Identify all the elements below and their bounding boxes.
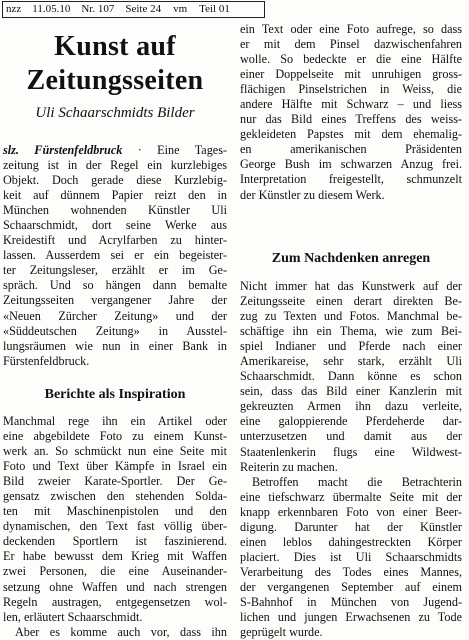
continued-line: der Künstler zu diesem Werk.: [240, 187, 385, 202]
lead-line: Zeitungsseiten vergangener Jahre der: [3, 293, 227, 308]
lead-line: lassen. Ausserdem sei er ein begeister-: [3, 248, 227, 263]
continued-line: einer Doppelseite mit unruhigen gross-: [240, 67, 462, 82]
section-line: gekreuzten Armen ihn dazu verleite,: [240, 399, 462, 414]
subheading-nachdenken: Zum Nachdenken anregen: [271, 251, 431, 266]
section-line: Amerikareise, sehr stark, erzählt Uli: [240, 354, 462, 369]
page-number: Seite 24: [125, 3, 162, 15]
section-line: Nicht immer hat das Kunstwerk auf der: [240, 279, 462, 293]
section-line: eine tiefschwarz übermalte Seite mit der: [240, 489, 462, 504]
section-inspiration-text: [3, 414, 227, 640]
section-line: Zeitungsseite einen derart direkten Be-: [240, 294, 462, 309]
section-line: Regeln austragen, entgegensetzen wol-: [3, 594, 227, 609]
section-line: ten mit Maschinenpistolen und den: [3, 504, 227, 519]
continued-line: nur das Bild eines Treffens des weiss-: [240, 112, 462, 127]
section-line: eine galoppierende Pferdeherde dar-: [240, 414, 462, 429]
section-line: zwei Personen, die eine Auseinander-: [3, 564, 227, 579]
subheading-inspiration: Berichte als Inspiration: [44, 387, 186, 402]
section-line: der vergangenen September auf einem: [240, 579, 462, 594]
section-line: unterzusetzen und damit aus der: [240, 429, 462, 444]
lead-line: spräch. Und so hängen dann bemalte: [3, 278, 227, 293]
article-byline: Uli Schaarschmidts Bilder: [35, 105, 195, 121]
continued-line: flächigen Pinselstrichen in Weiss, die: [240, 82, 462, 97]
lead-line: München wohnenden Künstler Uli: [3, 203, 227, 218]
continued-line: gekleideten Papstes mit dem ehemalig-: [240, 127, 462, 142]
continued-line: ein Text oder eine Foto aufrege, so dass: [240, 22, 462, 36]
dateline: slz. Fürstenfeldbruck: [3, 143, 123, 157]
section-line: Betroffen macht die Betrachterin: [252, 474, 462, 489]
section-line: Staatenlenkerin flugs eine Wildwest-: [240, 444, 462, 459]
section-line: S-Bahnhof in München von Jugend-: [240, 594, 462, 609]
edition-code: vm: [173, 3, 188, 15]
lead-line: «Neuen Zürcher Zeitung» und der: [3, 308, 227, 323]
section-line: Foto und Text über Kämpfe in Israel ein: [3, 459, 227, 474]
section-line: Verarbeitung des Todes eines Mannes,: [240, 564, 462, 579]
publication-date: 11.05.10: [32, 3, 71, 15]
lead-line: Schaarschmidt, dort seine Werke aus: [3, 218, 227, 233]
lead-line: ter Zeitungsleser, erzählt er im Ge-: [3, 263, 227, 278]
lead-paragraph: [3, 143, 227, 369]
section-line: len, erläutert Schaarschmidt.: [3, 609, 143, 624]
section-line: knapp erkennbaren Foto von einer Beer-: [240, 504, 462, 519]
lead-line: lungsräumen wie nun in einer Bank in: [3, 338, 227, 353]
lead-line: Kreidestift und Acrylfarben zu hinter-: [3, 233, 227, 248]
section-line: Manchmal rege ihn ein Artikel oder: [3, 414, 227, 428]
lead-line: keit auf dünnem Papier reizt den in: [3, 188, 227, 203]
section-line: Bild zweier Karate-Sportler. Der Ge-: [3, 474, 227, 489]
section-line: Er habe bewusst dem Krieg mit Waffen: [3, 549, 227, 564]
section-line: geprügelt wurde.: [240, 625, 323, 640]
section-line: Aber es komme auch vor, dass ihn: [15, 624, 227, 639]
section-line: dynamischen, den Text fast völlig über-: [3, 519, 227, 534]
lead-first-line: [3, 143, 227, 158]
section-line: eine abgebildete Foto zu einem Kunst-: [3, 429, 227, 444]
lead-line: Objekt. Doch gerade diese Kurzlebig-: [3, 173, 227, 188]
section-line: werk an. So schmückt nun eine Seite mit: [3, 444, 227, 459]
continued-line: en amerikanischen Präsidenten: [240, 142, 462, 157]
headline-line-1: Kunst auf: [54, 31, 176, 62]
section-nachdenken-text: [240, 279, 462, 640]
section-line: Reiterin zu machen.: [240, 459, 338, 474]
issue-number: Nr. 107: [81, 3, 115, 15]
section-line: deckenden Sportlern ist faszinierend.: [3, 534, 227, 549]
continued-paragraph: [240, 22, 462, 203]
headline-line-2: Zeitungsseiten: [26, 65, 204, 96]
continued-line: Interpretation freigestellt, schmunzelt: [240, 172, 462, 187]
section-line: setzung ohne Waffen und nach strengen: [3, 579, 227, 594]
publication-name: nzz: [6, 3, 22, 15]
section-line: zug zu Texten und Fotos. Manchmal be-: [240, 309, 462, 324]
continued-line: andere Hälfte mit Schwarz – und liess: [240, 97, 462, 112]
section-line: placiert. Dies ist Uli Schaarschmidts: [240, 549, 462, 564]
lead-line: · Eine Tages-: [122, 143, 227, 157]
article-headline: [3, 30, 227, 98]
section-line: gensatz zwischen den stehenden Solda-: [3, 489, 227, 504]
section-line: einen leblos dahingestreckten Körper: [240, 534, 462, 549]
section-line: spiel Indianer und Pferde nach einer: [240, 339, 462, 354]
continued-line: wolle. So bedeckte er die eine Hälfte: [240, 52, 462, 67]
section-line: Schaarschmidt. Dann könne es schon: [240, 369, 462, 384]
lead-line: Fürstenfeldbruck.: [3, 353, 90, 368]
continued-line: er mit dem Pinsel dazwischenfahren: [240, 37, 462, 52]
lead-line: zeitung ist in der Regel ein kurzlebiges: [3, 158, 227, 173]
section-line: schäftige ihn ein Thema, wie zum Bei-: [240, 324, 462, 339]
section-line: sein, dass das Bild einer Kanzlerin mit: [240, 384, 462, 399]
section-line: lichen und jungen Erwachsenen zu Tode: [240, 610, 462, 625]
part-number: Teil 01: [199, 3, 230, 15]
continued-line: George Bush im schwarzen Anzug frei.: [240, 157, 462, 172]
lead-line: «Süddeutschen Zeitung» in Ausstel-: [3, 323, 227, 338]
section-line: digung. Darunter hat der Künstler: [240, 519, 462, 534]
clipping-header: [2, 1, 265, 18]
